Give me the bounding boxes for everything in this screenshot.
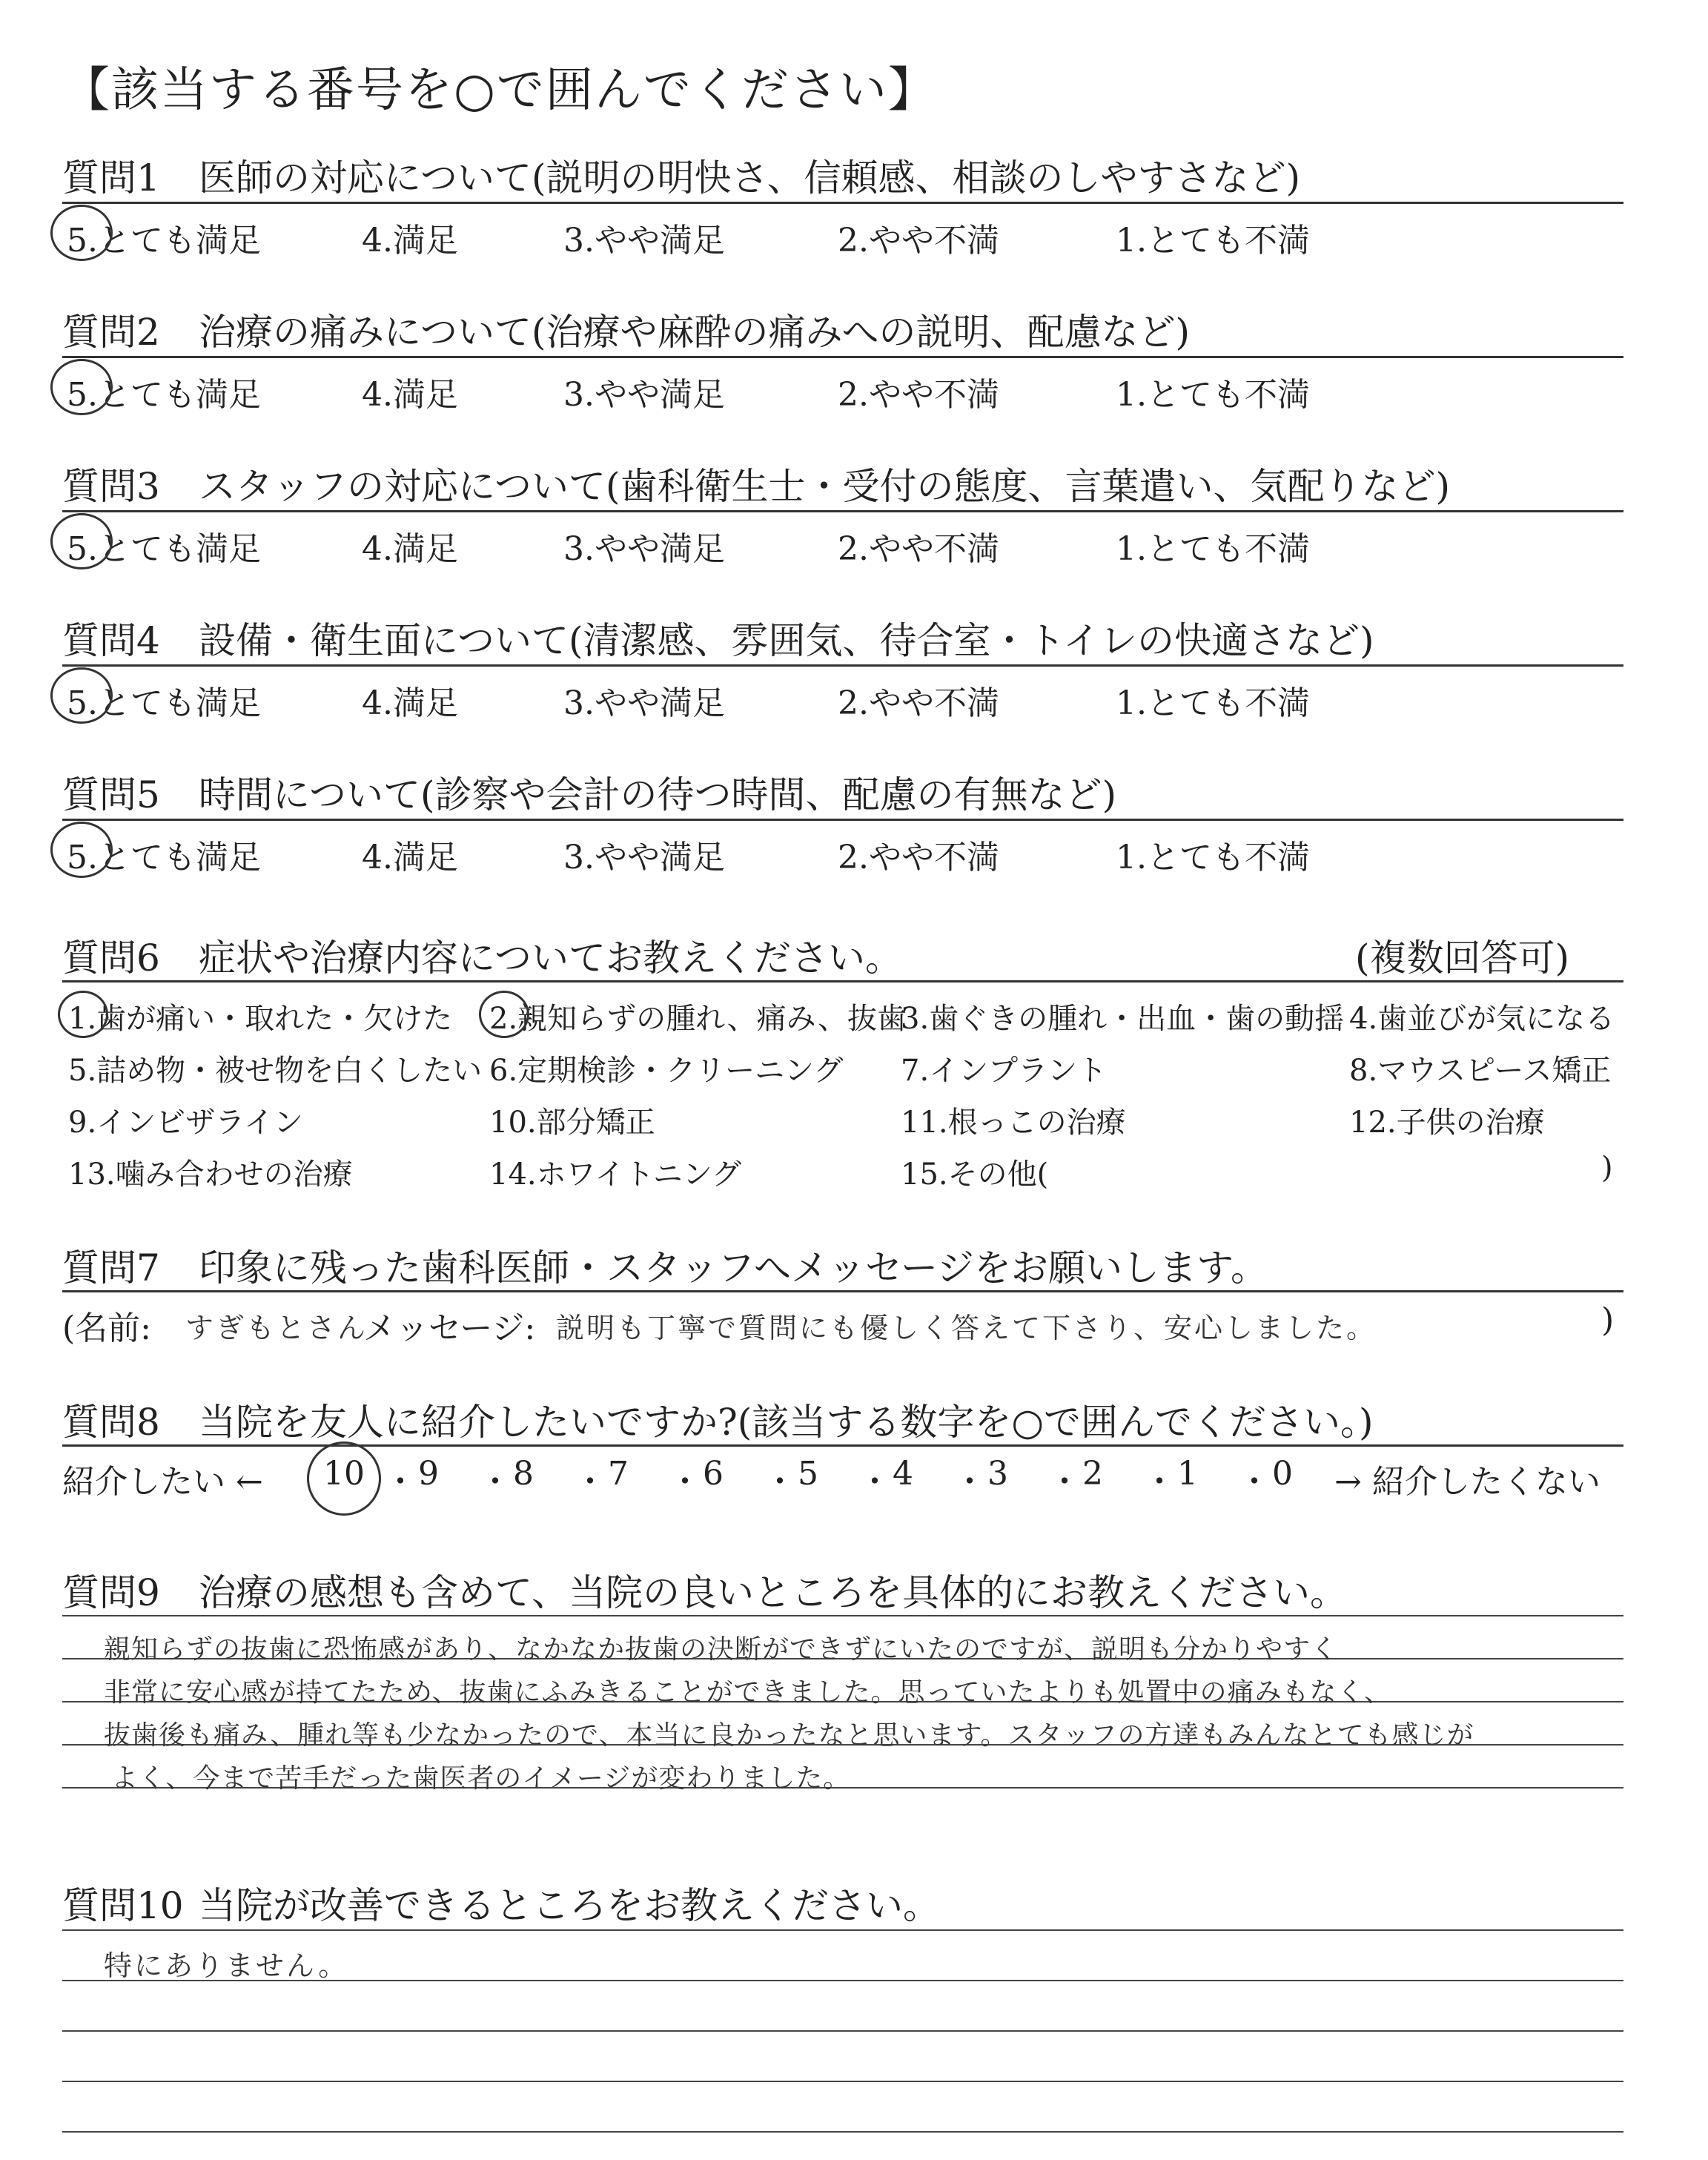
q10-label: 質問10	[62, 1884, 184, 1927]
q4-rule	[62, 664, 1623, 667]
q8-scale-6[interactable]: 6	[703, 1455, 724, 1493]
q6-label: 質問6	[62, 937, 160, 980]
q1-option-5[interactable]: 5.とても満足	[67, 222, 261, 260]
q1-option-3[interactable]: 3.やや満足	[563, 222, 725, 260]
q1-rule	[62, 202, 1623, 204]
q8-right-label: → 紹介したくない	[1334, 1463, 1601, 1501]
q4-option-1[interactable]: 1.とても不満	[1116, 684, 1310, 722]
q6-text: 症状や治療内容についてお教えください。	[199, 937, 902, 980]
q4-option-4[interactable]: 4.満足	[362, 684, 458, 722]
q5-option-4[interactable]: 4.満足	[362, 839, 458, 876]
q2-option-5[interactable]: 5.とても満足	[67, 376, 261, 414]
q4-option-3[interactable]: 3.やや満足	[563, 684, 725, 722]
q6-selected-circle-1	[58, 991, 108, 1038]
q2-rule	[62, 356, 1623, 358]
q2-text: 治療の痛みについて(治療や麻酔の痛みへの説明、配慮など)	[199, 311, 1191, 354]
q6-item-9[interactable]: 9.インビザライン	[68, 1106, 303, 1140]
q2-label: 質問2	[62, 311, 160, 354]
q3-option-3[interactable]: 3.やや満足	[563, 530, 725, 568]
q5-rule	[62, 819, 1623, 821]
q2-option-2[interactable]: 2.やや不満	[838, 376, 999, 414]
q5-answer-circle	[50, 822, 113, 878]
q3-label: 質問3	[62, 465, 160, 508]
q9-label: 質問9	[62, 1571, 160, 1614]
q3-answer-circle	[50, 513, 113, 569]
q8-dot-1: ・	[384, 1463, 417, 1501]
q6-item-6[interactable]: 6.定期検診・クリーニング	[489, 1054, 844, 1088]
q8-scale-0[interactable]: 0	[1272, 1455, 1293, 1493]
q6-item-11[interactable]: 11.根っこの治療	[901, 1106, 1126, 1140]
q8-dot-10: ・	[1238, 1463, 1271, 1501]
q3-option-5[interactable]: 5.とても満足	[67, 530, 261, 568]
q5-label: 質問5	[62, 773, 160, 816]
q9-answer-line-1[interactable]: 親知らずの抜歯に恐怖感があり、なかなか抜歯の決断ができずにいたのですが、説明も分かりやすく	[104, 1634, 1339, 1665]
q1-option-1[interactable]: 1.とても不満	[1116, 222, 1310, 260]
q8-text: 当院を友人に紹介したいですか?(該当する数字を○で囲んでください。)	[199, 1401, 1374, 1444]
q8-scale-4[interactable]: 4	[893, 1455, 913, 1493]
q8-scale-3[interactable]: 3	[987, 1455, 1008, 1493]
q3-option-1[interactable]: 1.とても不満	[1116, 530, 1310, 568]
q8-scale-7[interactable]: 7	[608, 1455, 629, 1493]
q8-scale-5[interactable]: 5	[798, 1455, 818, 1493]
q1-answer-circle	[50, 205, 113, 261]
q7-label: 質問7	[62, 1246, 160, 1289]
q9-answer-line-3[interactable]: 抜歯後も痛み、腫れ等も少なかったので、本当に良かったなと思います。スタッフの方達もみんなとても感じが	[104, 1720, 1474, 1751]
q8-scale-1[interactable]: 1	[1177, 1455, 1198, 1493]
q6-item-10[interactable]: 10.部分矯正	[489, 1106, 655, 1140]
q10-rule-4	[62, 2081, 1623, 2082]
q2-option-4[interactable]: 4.満足	[362, 376, 458, 414]
q4-answer-circle	[50, 667, 113, 724]
q6-item-13[interactable]: 13.噛み合わせの治療	[68, 1157, 353, 1192]
q8-rule	[62, 1444, 1623, 1447]
q3-text: スタッフの対応について(歯科衛生士・受付の態度、言葉遣い、気配りなど)	[199, 465, 1451, 508]
q2-option-1[interactable]: 1.とても不満	[1116, 376, 1310, 414]
q6-item-2[interactable]: 2.親知らずの腫れ、痛み、抜歯	[489, 1002, 907, 1036]
q8-scale-2[interactable]: 2	[1082, 1455, 1103, 1493]
q4-label: 質問4	[62, 619, 160, 662]
q4-text: 設備・衛生面について(清潔感、雰囲気、待合室・トイレの快適さなど)	[199, 619, 1374, 662]
q6-item-3[interactable]: 3.歯ぐきの腫れ・出血・歯の動揺	[901, 1002, 1345, 1036]
q3-option-2[interactable]: 2.やや不満	[838, 530, 999, 568]
q8-dot-2: ・	[479, 1463, 512, 1501]
q7-close-paren: )	[1601, 1301, 1615, 1339]
q9-answer-line-4[interactable]: よく、今まで苦手だった歯医者のイメージが変わりました。	[111, 1763, 851, 1794]
q8-label: 質問8	[62, 1401, 160, 1444]
q7-name-value[interactable]: すぎもとさん	[185, 1312, 368, 1344]
q10-rule-5	[62, 2131, 1623, 2133]
q4-option-2[interactable]: 2.やや不満	[838, 684, 999, 722]
q9-answer-line-2[interactable]: 非常に安心感が持てたため、抜歯にふみきることができました。思っていたよりも処置中の痛みもなく、	[104, 1677, 1391, 1708]
q7-rule	[62, 1290, 1623, 1292]
q8-scale-10[interactable]: 10	[323, 1455, 365, 1493]
q6-item-16: )	[1601, 1151, 1613, 1185]
q2-option-3[interactable]: 3.やや満足	[563, 376, 725, 414]
q8-scale-8[interactable]: 8	[513, 1455, 534, 1493]
q6-item-12[interactable]: 12.子供の治療	[1349, 1106, 1545, 1140]
q10-rule-3	[62, 2030, 1623, 2032]
q8-dot-8: ・	[1048, 1463, 1081, 1501]
q7-message-value[interactable]: 説明も丁寧で質問にも優しく答えて下さり、安心しました。	[556, 1312, 1377, 1344]
q7-name-label: (名前:	[62, 1309, 151, 1347]
q10-rule-1	[62, 1929, 1623, 1931]
q3-rule	[62, 510, 1623, 512]
q9-text: 治療の感想も含めて、当院の良いところを具体的にお教えください。	[199, 1571, 1347, 1614]
q6-item-7[interactable]: 7.インプラント	[901, 1054, 1108, 1088]
q9-rule-1	[62, 1615, 1623, 1616]
q7-text: 印象に残った歯科医師・スタッフへメッセージをお願いします。	[199, 1246, 1268, 1289]
q5-option-5[interactable]: 5.とても満足	[67, 839, 261, 876]
q8-dot-4: ・	[669, 1463, 701, 1501]
q8-left-label: 紹介したい ←	[62, 1463, 263, 1501]
q6-selected-circle-2	[479, 991, 529, 1038]
q1-option-2[interactable]: 2.やや不満	[838, 222, 999, 260]
q5-option-1[interactable]: 1.とても不満	[1116, 839, 1310, 876]
q1-option-4[interactable]: 4.満足	[362, 222, 458, 260]
q6-rule	[62, 980, 1623, 982]
q6-item-8[interactable]: 8.マウスピース矯正	[1349, 1054, 1612, 1088]
q5-text: 時間について(診察や会計の待つ時間、配慮の有無など)	[199, 773, 1117, 816]
page-title: 【該当する番号を○で囲んでください】	[62, 63, 937, 118]
q6-item-5[interactable]: 5.詰め物・被せ物を白くしたい	[68, 1054, 483, 1088]
q8-dot-9: ・	[1143, 1463, 1176, 1501]
q6-item-1[interactable]: 1.歯が痛い・取れた・欠けた	[68, 1002, 453, 1036]
q5-option-3[interactable]: 3.やや満足	[563, 839, 725, 876]
q8-selected-circle	[307, 1441, 381, 1516]
q3-option-4[interactable]: 4.満足	[362, 530, 458, 568]
q10-answer-line-1[interactable]: 特にありません。	[104, 1949, 349, 1982]
q8-dot-6: ・	[858, 1463, 891, 1501]
q7-message-label: メッセージ:	[363, 1309, 536, 1347]
q10-text: 当院が改善できるところをお教えください。	[199, 1884, 940, 1927]
q6-item-4[interactable]: 4.歯並びが気になる	[1349, 1002, 1615, 1036]
q8-dot-7: ・	[953, 1463, 986, 1501]
q6-item-14[interactable]: 14.ホワイトニング	[489, 1157, 742, 1192]
q5-option-2[interactable]: 2.やや不満	[838, 839, 999, 876]
q1-text: 医師の対応について(説明の明快さ、信頼感、相談のしやすさなど)	[199, 156, 1301, 199]
q1-label: 質問1	[62, 156, 160, 199]
q8-scale-9[interactable]: 9	[418, 1455, 439, 1493]
q6-note: (複数回答可)	[1355, 937, 1570, 980]
q8-dot-5: ・	[764, 1463, 796, 1501]
q8-dot-3: ・	[574, 1463, 606, 1501]
q2-answer-circle	[50, 359, 113, 415]
q4-option-5[interactable]: 5.とても満足	[67, 684, 261, 722]
q6-item-15[interactable]: 15.その他(	[901, 1157, 1049, 1192]
